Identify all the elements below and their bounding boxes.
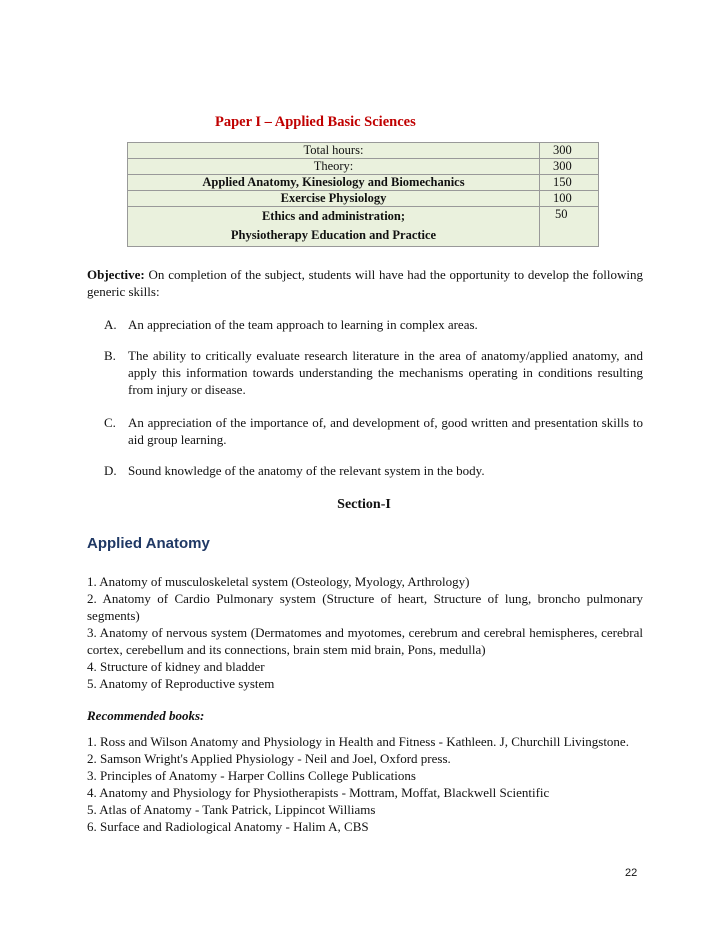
books-list — [87, 733, 643, 835]
hours-table — [127, 142, 599, 247]
list-item: 5. Atlas of Anatomy - Tank Patrick, Lippincot Williams — [87, 802, 376, 817]
skill-marker: D. — [104, 463, 117, 478]
skill-text: An appreciation of the team approach to learning in complex areas. — [128, 317, 478, 332]
table-row — [128, 175, 599, 191]
skill-text: An appreciation of the importance of, and development of, good written and presentation skills to aid group learning. — [128, 415, 643, 447]
skill-item — [104, 316, 643, 333]
hours-value: 300 — [540, 143, 599, 159]
skill-text: The ability to critically evaluate research literature in the area of anatomy/applied anatomy, and apply this information towards understanding the mechanisms operating in conditions resulting from injury or disease. — [128, 348, 643, 397]
skill-marker: B. — [104, 348, 116, 363]
list-item: 2. Anatomy of Cardio Pulmonary system (Structure of heart, Structure of lung, broncho pulmonary segments) — [87, 591, 643, 623]
hours-value: 150 — [540, 175, 599, 191]
hours-value: 100 — [540, 191, 599, 207]
list-item: 4. Anatomy and Physiology for Physiotherapists - Mottram, Moffat, Blackwell Scientific — [87, 785, 550, 800]
list-item: 1. Ross and Wilson Anatomy and Physiology in Health and Fitness - Kathleen. J, Churchill Livingstone. — [87, 734, 629, 749]
hours-label: Total hours: — [128, 143, 540, 159]
hours-label: Exercise Physiology — [128, 191, 540, 207]
hours-label — [128, 207, 540, 247]
skill-marker: C. — [104, 415, 116, 430]
objective-paragraph — [87, 266, 643, 300]
hours-label-line2: Physiotherapy Education and Practice — [230, 228, 437, 242]
list-item: 1. Anatomy of musculoskeletal system (Osteology, Myology, Arthrology) — [87, 574, 470, 589]
list-item: 4. Structure of kidney and bladder — [87, 659, 265, 674]
list-item: 3. Anatomy of nervous system (Dermatomes and myotomes, cerebrum and cerebral hemispheres, cerebral cortex, cerebellum and its connections, brain stem mid brain, Pons, medulla) — [87, 625, 643, 657]
hours-label-line1: Ethics and administration; — [261, 209, 406, 223]
table-row — [128, 159, 599, 175]
skill-item — [104, 414, 643, 448]
hours-label: Theory: — [128, 159, 540, 175]
hours-value: 50 — [540, 207, 599, 247]
skill-item — [104, 462, 643, 479]
table-row — [128, 143, 599, 159]
topics-list — [87, 573, 643, 692]
list-item: 2. Samson Wright's Applied Physiology - Neil and Joel, Oxford press. — [87, 751, 451, 766]
skill-marker: A. — [104, 317, 117, 332]
list-item: 5. Anatomy of Reproductive system — [87, 676, 275, 691]
section-title: Section-I — [337, 497, 391, 512]
page-number: 22 — [625, 867, 638, 879]
skill-text: Sound knowledge of the anatomy of the relevant system in the body. — [128, 463, 485, 478]
table-row — [128, 207, 599, 247]
list-item: 6. Surface and Radiological Anatomy - Halim A, CBS — [87, 819, 369, 834]
applied-anatomy-heading: Applied Anatomy — [87, 535, 210, 552]
paper-title: Paper I – Applied Basic Sciences — [215, 114, 416, 130]
hours-value: 300 — [540, 159, 599, 175]
list-item: 3. Principles of Anatomy - Harper Collins College Publications — [87, 768, 416, 783]
hours-label: Applied Anatomy, Kinesiology and Biomechanics — [128, 175, 540, 191]
books-heading: Recommended books: — [87, 708, 205, 723]
skill-item — [104, 347, 643, 398]
objective-text: On completion of the subject, students will have had the opportunity to develop the following generic skills: — [87, 267, 643, 299]
table-row — [128, 191, 599, 207]
objective-label: Objective: — [87, 267, 145, 282]
